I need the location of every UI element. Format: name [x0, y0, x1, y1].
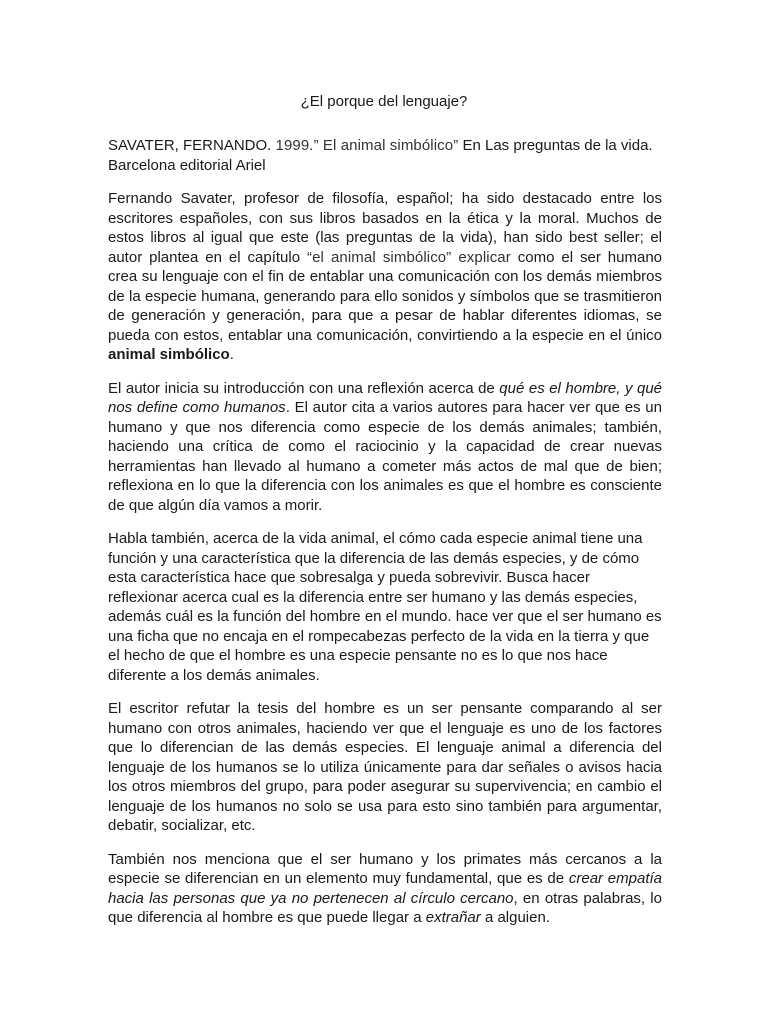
citation — [108, 136, 662, 175]
paragraph-1-chapter: “el animal simbólico” explicar — [306, 248, 511, 266]
paragraph-5-end: a alguien. — [484, 909, 550, 926]
paragraph-2 — [108, 379, 662, 516]
citation-work: 1999.” El animal simbólico” — [275, 137, 459, 154]
paragraph-3: Habla también, acerca de la vida animal, el cómo cada especie animal tiene una función y una característica que la diferencia de las demás especies, y de cómo esta característica hace que sobresalga y pueda sobrevivir. Busca hacer reflexionar acerca cual es la diferencia entre ser humano y las demás especies, además cuál es la función del hombre en el mundo. hace ver que el ser humano es una ficha que no encaja en el rompecabezas perfecto de la vida en la tierra y que el hecho de que el hombre es una especie pensante no es lo que nos hace diferente a los demás animales. — [108, 530, 662, 684]
paragraph-2-text-a: El autor inicia su introducción con una reflexión acerca de — [108, 379, 495, 397]
citation-author: SAVATER, FERNANDO. — [108, 137, 272, 154]
paragraph-1-text-a: Fernando Savater, profesor de filosofía, español; ha sido destacado entre los escritores españoles, con sus libros basados en la ética y la moral. Muchos de estos libros al igual que este (las preguntas de la vida), han sido best seller; el autor plantea en el capítulo — [108, 190, 662, 266]
paragraph-1-bold-term: animal simbólico — [108, 346, 230, 363]
paragraph-4: El escritor refutar la tesis del hombre es un ser pensante comparando al ser humano con otros animales, haciendo ver que el lenguaje es uno de los factores que lo diferencian de las demás especies. El lenguaje animal a diferencia del lenguaje de los humanos se lo utiliza únicamente para dar señales o avisos hacia los otros miembros del grupo, para poder asegurar su supervivencia; en cambio el lenguaje de los humanos no solo se usa para esto sino también para argumentar, debatir, socializar, etc. — [108, 700, 662, 834]
page-title: ¿El porque del lenguaje? — [300, 93, 468, 110]
paragraph-2-text-c: . El autor cita a varios autores para hacer ver que es un humano y que nos diferencia como especie de los demás animales; también, haciendo una crítica de como el raciocinio y la capacidad de crear nuevas herramientas han llevado al humano a cometer más actos de mal que de bien; reflexiona en lo que la diferencia con los animales es que el hombre es consciente de que algún día vamos a morir. — [108, 399, 662, 514]
paragraph-1-end: . — [229, 346, 234, 363]
paragraph-5-text-a: También nos menciona que el ser humano y los primates más cercanos a la especie se diferencian en un elemento muy fundamental, que es de — [108, 850, 662, 887]
paragraph-5-italic-word: extrañar — [425, 909, 481, 926]
paragraph-1 — [108, 189, 662, 365]
paragraph-5-text-c: , en otras palabras, lo que diferencia al hombre es que puede llegar a — [108, 889, 662, 926]
paragraph-5 — [108, 850, 662, 928]
document-body — [108, 136, 662, 942]
paragraph-5-italic: crear empatía hacia las personas que ya no pertenecen al círculo cercano — [108, 870, 662, 907]
paragraph-1-text-c: como el ser humano crea su lenguaje con el fin de entablar una comunicación con los demás miembros de la especie humana, generando para ello sonidos y símbolos que se trasmitieron de generación y generación, para que a pesar de hablar diferentes idiomas, se pueda con estos, entablar una comunicación, convirtiendo a la especie en el único — [108, 248, 663, 344]
citation-source: En Las preguntas de la vida. Barcelona editorial Ariel — [108, 137, 653, 174]
paragraph-2-italic: qué es el hombre, y qué nos define como humanos — [108, 379, 663, 416]
